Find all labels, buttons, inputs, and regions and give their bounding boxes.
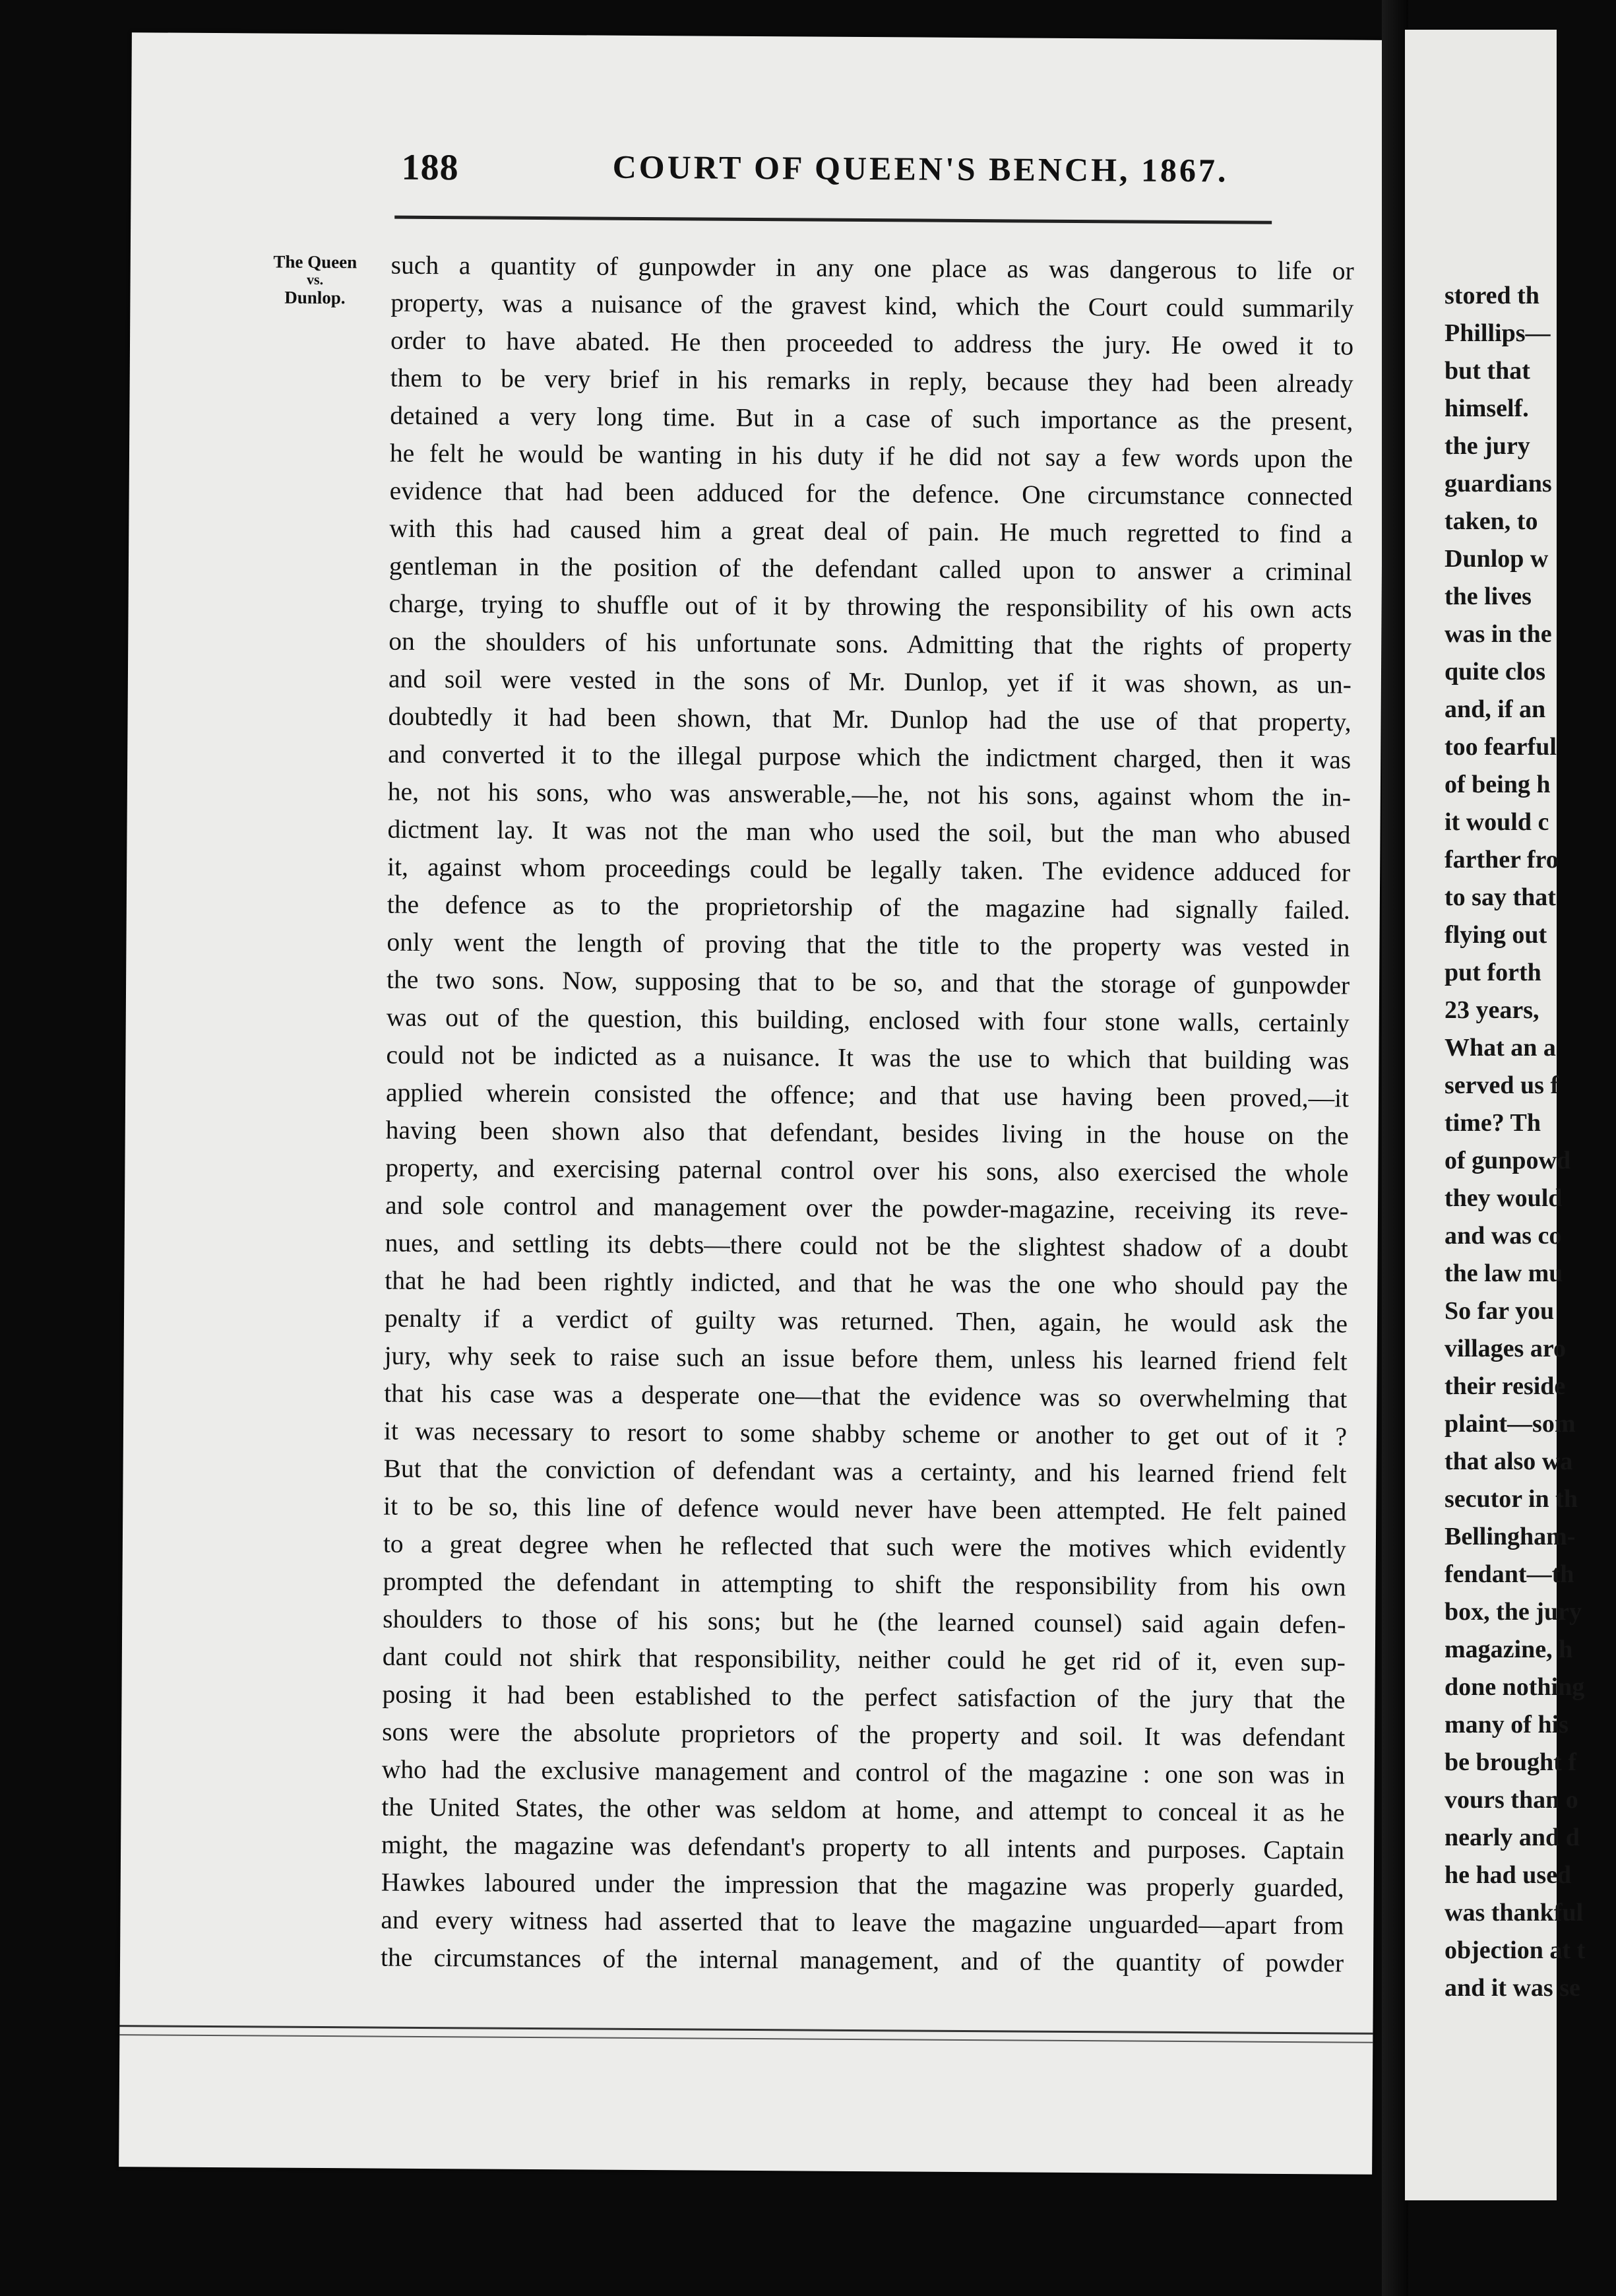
facing-page-text [1445, 277, 1616, 2007]
text-line: it, against whom proceedings could be legally taken. The evidence adduced for [387, 852, 1351, 887]
text-line: them to be very brief in his remarks in reply, because they had been already [390, 363, 1353, 399]
text-line: to a great degree when he reflected that such were the motives which evidently [383, 1529, 1347, 1564]
facing-text-line: Dunlop w [1445, 545, 1549, 573]
text-line: dant could not shirk that responsibility, neither could he get rid of it, even sup- [382, 1642, 1346, 1677]
text-line: and every witness had asserted that to leave the magazine unguarded—apart from [381, 1905, 1344, 1940]
text-line: on the shoulders of his unfortunate sons. Admitting that the rights of property [388, 626, 1352, 662]
facing-text-line: nearly and d [1445, 1824, 1580, 1851]
facing-text-line: be brought f [1445, 1748, 1576, 1776]
facing-text-line: himself. [1445, 395, 1529, 422]
sidenote-line: The Queen [273, 251, 357, 272]
text-line: posing it had been established to the perfect satisfaction of the jury that the [382, 1679, 1346, 1715]
facing-text-line: What an a [1445, 1034, 1556, 1062]
text-line: gentleman in the position of the defendant called upon to answer a criminal [388, 551, 1353, 587]
text-line: and sole control and management over the powder-magazine, receiving its reve- [385, 1190, 1349, 1226]
text-line: property, was a nuisance of the gravest kind, which the Court could summarily [390, 288, 1354, 323]
facing-text-line: stored th [1445, 282, 1539, 309]
text-line: penalty if a verdict of guilty was returned. Then, again, he would ask the [384, 1303, 1348, 1339]
text-line: he, not his sons, who was answerable,—he, not his sons, against whom the in- [387, 777, 1351, 812]
page-header [401, 146, 1292, 211]
running-title: COURT OF QUEEN'S BENCH, 1867. [612, 148, 1229, 189]
facing-text-line: guardians [1445, 470, 1552, 497]
text-line: might, the magazine was defendant's property to all intents and purposes. Captain [381, 1830, 1345, 1865]
facing-text-line: of being h [1445, 771, 1551, 798]
text-line: and converted it to the illegal purpose which the indictment charged, then it was [388, 739, 1352, 775]
text-line: applied wherein consisted the offence; and that use having been proved,—it [385, 1077, 1350, 1113]
text-line: that he had been rightly indicted, and that he was the one who should pay the [385, 1265, 1348, 1301]
text-line: doubtedly it had been shown, that Mr. Dunlop had the use of that property, [388, 701, 1352, 737]
text-line: the two sons. Now, supposing that to be so, and that the storage of gunpowder [387, 965, 1350, 1000]
facing-text-line: was in the [1445, 620, 1552, 648]
facing-text-line: that also wa [1445, 1448, 1573, 1475]
page-number: 188 [401, 146, 459, 189]
facing-text-line: their reside [1445, 1372, 1566, 1400]
facing-text-line: villages aro [1445, 1335, 1567, 1362]
book-gutter [1382, 0, 1408, 2296]
facing-text-line: Bellingham- [1445, 1523, 1576, 1550]
text-line: he felt he would be wanting in his duty if he did not say a few words upon the [389, 438, 1353, 474]
text-line: the defence as to the proprietorship of the magazine had signally failed. [387, 889, 1350, 925]
text-line: that his case was a desperate one—that the evidence was so overwhelming that [384, 1378, 1348, 1414]
facing-text-line: the jury [1445, 432, 1530, 460]
text-line: evidence that had been adduced for the defence. One circumstance connected [389, 476, 1353, 511]
facing-text-line: time? Th [1445, 1109, 1541, 1137]
text-line: charge, trying to shuffle out of it by throwing the responsibility of his own acts [388, 589, 1352, 624]
text-line: But that the conviction of defendant was a certainty, and his learned friend felt [383, 1453, 1347, 1489]
text-line: who had the exclusive management and control of the magazine : one son was in [381, 1754, 1345, 1790]
text-line: detained a very long time. But in a case of such importance as the present, [390, 400, 1353, 436]
header-rule [394, 216, 1272, 224]
facing-text-line: box, the jury [1445, 1598, 1582, 1626]
facing-text-line: quite clos [1445, 658, 1546, 686]
facing-text-line: secutor in th [1445, 1485, 1578, 1513]
facing-text-line: but that [1445, 357, 1530, 385]
main-page [119, 32, 1385, 2175]
text-line: prompted the defendant in attempting to shift the responsibility from his own [383, 1566, 1346, 1602]
facing-text-line: magazine, h [1445, 1636, 1573, 1663]
text-line: could not be indicted as a nuisance. It was the use to which that building was [386, 1040, 1350, 1075]
text-line: nues, and settling its debts—there could not be the slightest shadow of a doubt [385, 1228, 1348, 1263]
bottom-rule-secondary [119, 2034, 1373, 2043]
text-line: having been shown also that defendant, besides living in the house on the [385, 1115, 1349, 1151]
facing-text-line: vours than o [1445, 1786, 1578, 1814]
facing-text-line: served us f [1445, 1071, 1559, 1099]
text-line: jury, why seek to raise such an issue before them, unless his learned friend felt [384, 1341, 1348, 1376]
facing-text-line: Phillips— [1445, 319, 1551, 347]
facing-text-line: of gunpowd [1445, 1147, 1571, 1174]
facing-text-line: done nothing [1445, 1673, 1585, 1701]
text-line: the United States, the other was seldom at home, and attempt to conceal it as he [381, 1792, 1345, 1828]
case-sidenote [249, 251, 381, 308]
text-line: the circumstances of the internal management, and of the quantity of powder [380, 1942, 1344, 1978]
facing-text-line: the lives [1445, 583, 1532, 610]
facing-text-line: and was co [1445, 1222, 1562, 1250]
facing-text-line: too fearful [1445, 733, 1557, 761]
sidenote-line: Dunlop. [284, 287, 346, 308]
text-line: dictment lay. It was not the man who used the soil, but the man who abused [387, 814, 1351, 850]
text-line: only went the length of proving that the title to the property was vested in [387, 927, 1350, 963]
facing-text-line: plaint—som [1445, 1410, 1576, 1438]
body-text [381, 247, 1354, 1983]
text-line: and soil were vested in the sons of Mr. Dunlop, yet if it was shown, as un- [388, 664, 1352, 699]
facing-text-line: taken, to [1445, 507, 1538, 535]
facing-text-line: he had used [1445, 1861, 1572, 1889]
facing-text-line: 23 years, [1445, 996, 1539, 1024]
facing-text-line: was thankful [1445, 1899, 1584, 1927]
text-line: shoulders to those of his sons; but he (the learned counsel) said again defen- [383, 1604, 1346, 1640]
facing-text-line: put forth [1445, 959, 1541, 986]
facing-text-line: they would [1445, 1184, 1563, 1212]
facing-text-line: So far you [1445, 1297, 1555, 1325]
text-line: it was necessary to resort to some shabby scheme or another to get out of it ? [383, 1416, 1348, 1451]
sidenote-line: vs. [307, 271, 324, 288]
facing-text-line: objection at t [1445, 1936, 1586, 1964]
facing-text-line: fendant—th [1445, 1560, 1574, 1588]
text-line: sons were the absolute proprietors of the property and soil. It was defendant [382, 1717, 1346, 1752]
facing-text-line: farther fro [1445, 846, 1559, 874]
facing-text-line: and it was se [1445, 1974, 1580, 2002]
text-line: such a quantity of gunpowder in any one place as was dangerous to life or [390, 250, 1354, 286]
facing-text-line: to say that [1445, 883, 1556, 911]
facing-text-line: the law mu [1445, 1260, 1563, 1287]
text-line: with this had caused him a great deal of pain. He much regretted to find a [389, 513, 1353, 549]
facing-text-line: many of his [1445, 1711, 1569, 1738]
text-line: order to have abated. He then proceeded to address the jury. He owed it to [390, 325, 1354, 361]
facing-text-line: it would c [1445, 808, 1549, 836]
text-line: property, and exercising paternal control over his sons, also exercised the whole [385, 1153, 1349, 1188]
facing-page [1405, 30, 1586, 2200]
facing-text-line: flying out [1445, 921, 1547, 949]
text-line: was out of the question, this building, enclosed with four stone walls, certainly [386, 1002, 1350, 1038]
text-line: it to be so, this line of defence would never have been attempted. He felt pained [383, 1491, 1347, 1527]
facing-text-line: and, if an [1445, 695, 1546, 723]
bottom-rule [119, 2025, 1373, 2035]
text-line: Hawkes laboured under the impression that the magazine was properly guarded, [381, 1867, 1344, 1903]
